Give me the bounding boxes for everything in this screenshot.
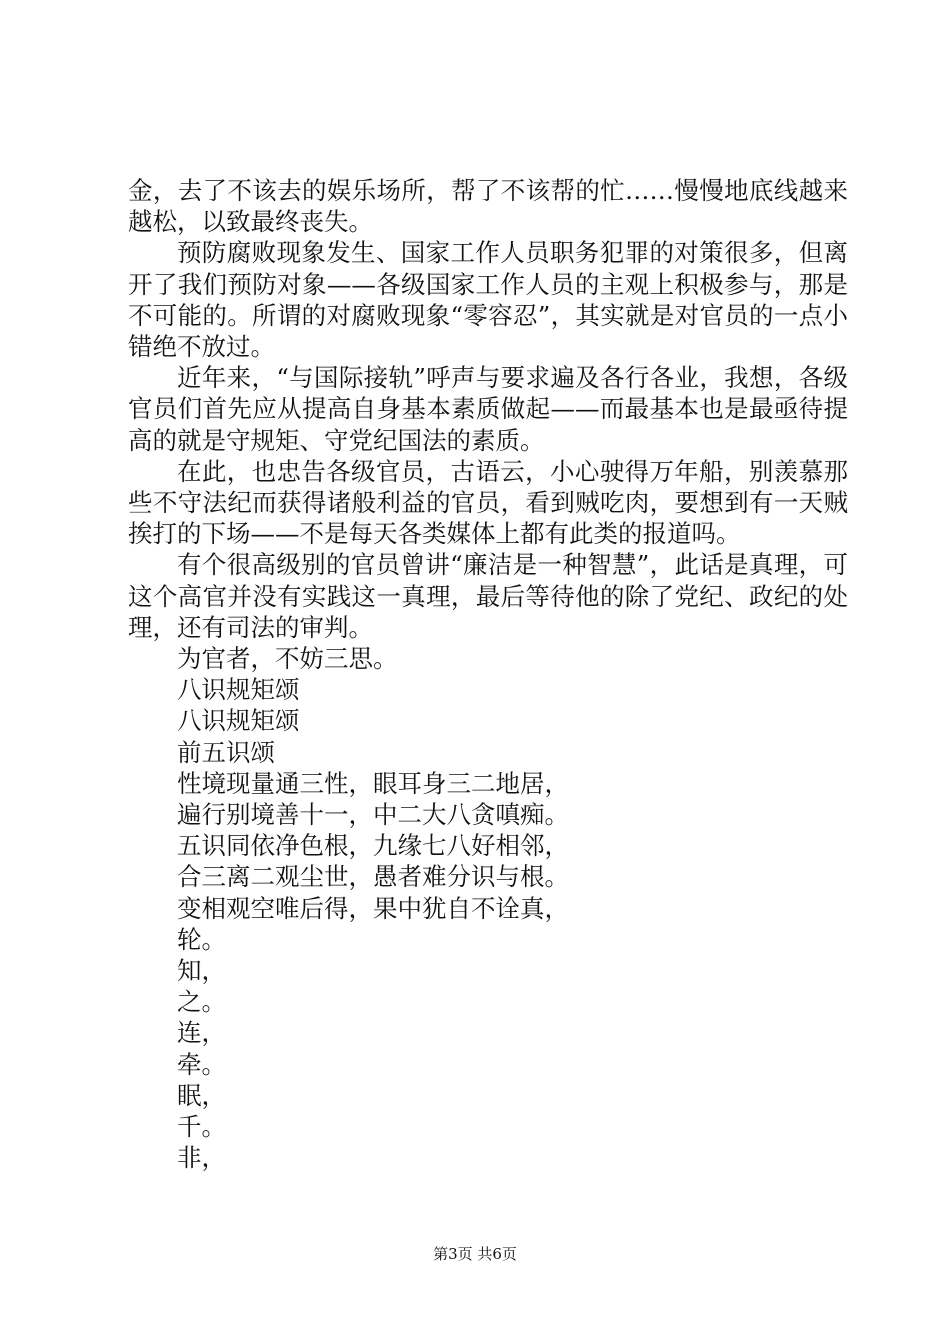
verse-line: 性境现量通三性，眼耳身三二地居， <box>177 768 569 798</box>
section-subtitle: 前五识颂 <box>177 737 275 767</box>
section-title: 八识规矩颂 <box>177 706 300 736</box>
verse-fragment: 千。 <box>177 1112 226 1142</box>
section-title: 八识规矩颂 <box>177 675 300 705</box>
verse-fragment: 非， <box>177 1143 226 1173</box>
paragraph-continuation: 金，去了不该去的娱乐场所，帮了不该帮的忙……慢慢地底线越来越松，以致最终丧失。 <box>128 176 848 237</box>
paragraph: 近年来，“与国际接轨”呼声与要求遍及各行各业，我想，各级官员们首先应从提高自身基本素质做起——而最基本也是最亟待提高的就是守规矩、守党纪国法的素质。 <box>128 363 848 455</box>
verse-fragment: 轮。 <box>177 924 226 954</box>
closing-line: 为官者，不妨三思。 <box>177 644 398 674</box>
paragraph: 在此，也忠告各级官员，古语云，小心驶得万年船，别羡慕那些不守法纪而获得诸般利益的官员，看到贼吃肉，要想到有一天贼挨打的下场——不是每天各类媒体上都有此类的报道吗。 <box>128 456 848 549</box>
verse-line: 变相观空唯后得，果中犹自不诠真， <box>177 893 569 923</box>
paragraph: 有个很高级别的官员曾讲“廉洁是一种智慧”，此话是真理，可这个高官并没有实践这一真理，最后等待他的除了党纪、政纪的处理，还有司法的审判。 <box>128 550 848 642</box>
verse-line: 遍行别境善十一，中二大八贪嗔痴。 <box>177 800 569 830</box>
page-footer: 第3页 共6页 <box>433 1245 517 1263</box>
verse-fragment: 之。 <box>177 987 226 1017</box>
document-body <box>128 175 848 1174</box>
verse-fragment: 牵。 <box>177 1049 226 1079</box>
paragraph: 预防腐败现象发生、国家工作人员职务犯罪的对策很多，但离开了我们预防对象——各级国家工作人员的主观上积极参与，那是不可能的。所谓的对腐败现象“零容忍”，其实就是对官员的一点小错绝不放过。 <box>128 238 848 362</box>
verse-fragment: 连， <box>177 1018 226 1048</box>
verse-line: 五识同依净色根，九缘七八好相邻， <box>177 831 569 861</box>
verse-line: 合三离二观尘世，愚者难分识与根。 <box>177 862 569 892</box>
verse-fragment: 眠， <box>177 1080 226 1110</box>
verse-fragment: 知， <box>177 956 226 986</box>
